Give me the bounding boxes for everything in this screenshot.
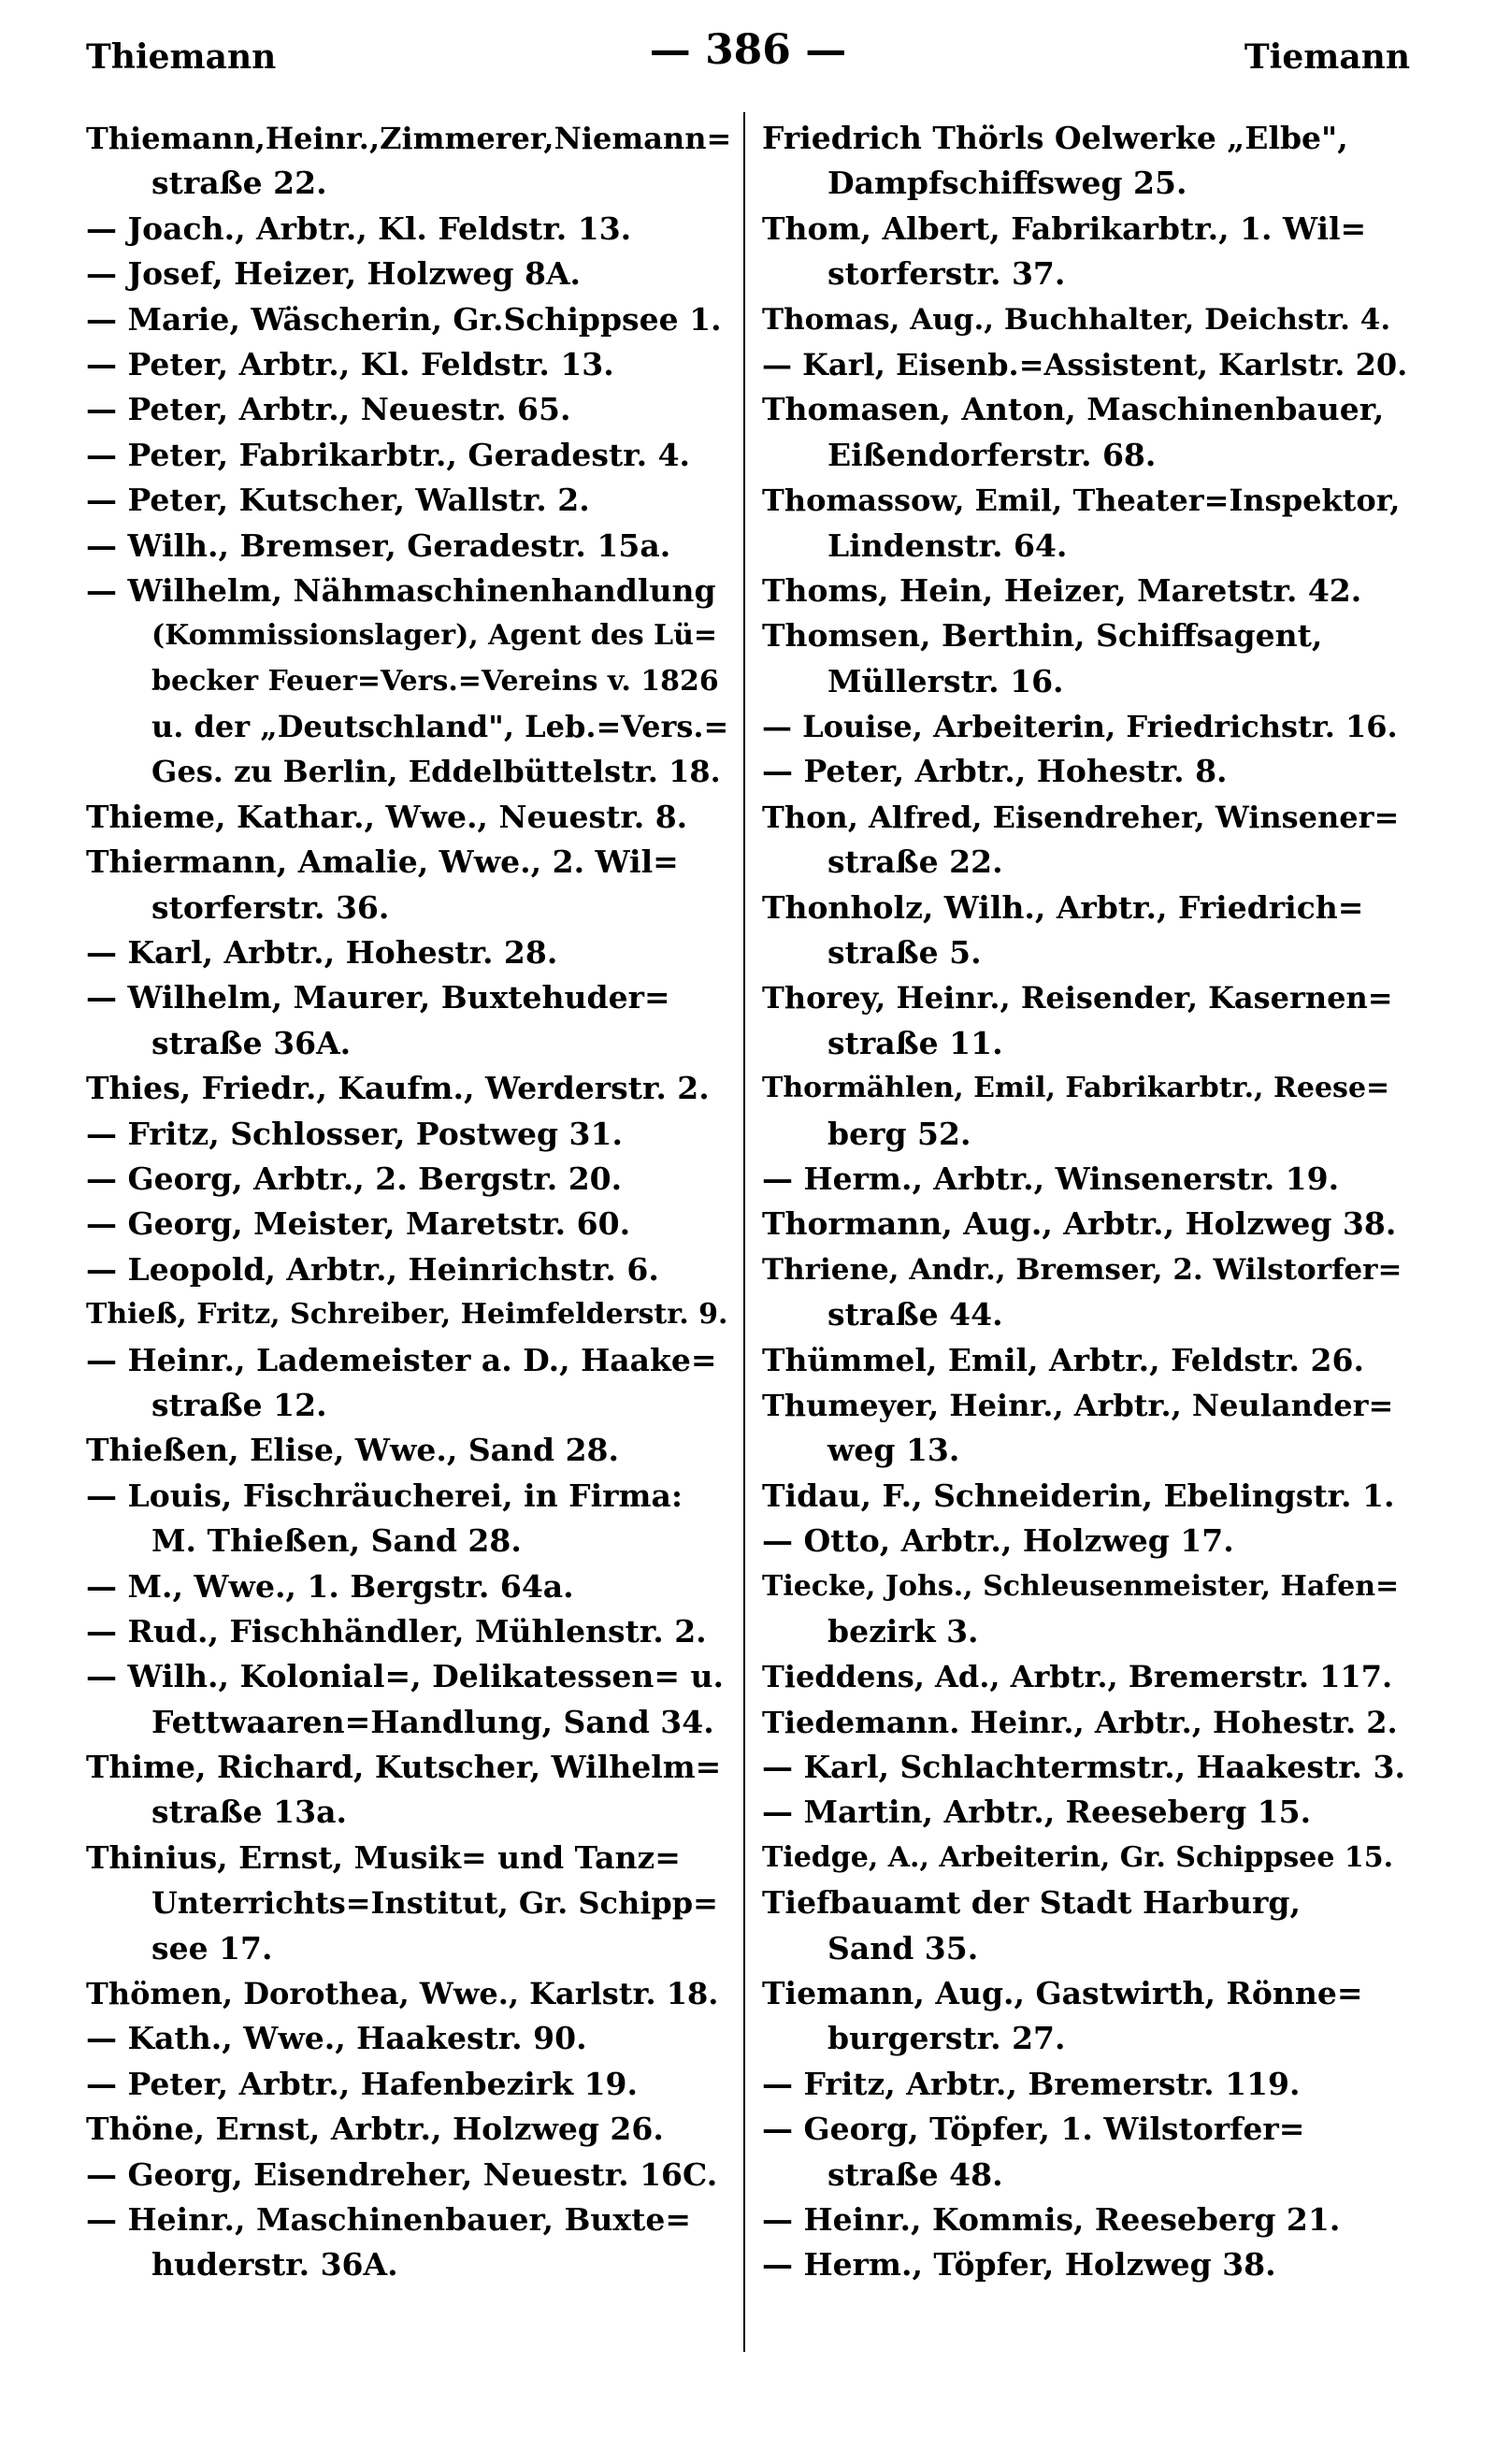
right-running-head: Tiemann [1244, 37, 1410, 77]
directory-entry-line: — Peter, Arbtr., Neuestr. 65. [86, 391, 571, 428]
entry-continuation-line: bezirk 3. [827, 1612, 979, 1650]
directory-entry-line: Thießen, Elise, Wwe., Sand 28. [86, 1432, 620, 1469]
entry-continuation-line: straße 48. [827, 2155, 1003, 2193]
directory-entry-line: Thon, Alfred, Eisendreher, Winsener= [762, 799, 1400, 835]
entry-continuation-line: straße 44. [827, 1296, 1003, 1333]
directory-entry-line: Tidau, F., Schneiderin, Ebelingstr. 1. [762, 1477, 1395, 1514]
entry-continuation-line: see 17. [151, 1929, 273, 1967]
entry-continuation-line: Ges. zu Berlin, Eddelbüttelstr. 18. [151, 754, 721, 790]
directory-entry-line: — Herm., Töpfer, Holzweg 38. [762, 2246, 1276, 2284]
entry-continuation-line: straße 22. [151, 165, 327, 202]
entry-continuation-line: straße 13a. [151, 1794, 347, 1831]
directory-entry-line: Thiemann,Heinr.,Zimmerer,Niemann= [86, 121, 731, 156]
directory-entry-line: — Karl, Arbtr., Hohestr. 28. [86, 934, 558, 972]
directory-entry-line: Thriene, Andr., Bremser, 2. Wilstorfer= [762, 1252, 1402, 1287]
entry-continuation-line: straße 5. [827, 934, 982, 972]
directory-entry-line: — Peter, Fabrikarbtr., Geradestr. 4. [86, 436, 691, 473]
directory-entry-line: — Martin, Arbtr., Reeseberg 15. [762, 1794, 1312, 1831]
directory-entry-line: — Fritz, Schlosser, Postweg 31. [86, 1115, 623, 1152]
directory-entry-line: — Peter, Arbtr., Hohestr. 8. [762, 753, 1228, 790]
entry-continuation-line: straße 22. [827, 843, 1003, 881]
directory-entry-line: Tiedemann. Heinr., Arbtr., Hohestr. 2. [762, 1704, 1398, 1740]
entry-continuation-line: Müllerstr. 16. [827, 662, 1064, 699]
directory-entry-line: — Heinr., Maschinenbauer, Buxte= [86, 2200, 691, 2238]
directory-entry-line: Thumeyer, Heinr., Arbtr., Neulander= [762, 1387, 1394, 1423]
directory-entry-line: Thümmel, Emil, Arbtr., Feldstr. 26. [762, 1341, 1364, 1378]
entry-continuation-line: (Kommissionslager), Agent des Lü= [151, 619, 718, 653]
page-header [86, 26, 1410, 82]
directory-entry-line: Tiefbauamt der Stadt Harburg, [762, 1884, 1301, 1922]
directory-entry-line: — Otto, Arbtr., Holzweg 17. [762, 1522, 1234, 1560]
directory-entry-line: — Wilh., Bremser, Geradestr. 15a. [86, 526, 671, 564]
directory-entry-line: Thomassow, Emil, Theater=Inspektor, [762, 483, 1401, 519]
directory-entry-line: — Peter, Arbtr., Kl. Feldstr. 13. [86, 345, 614, 382]
entry-continuation-line: straße 11. [827, 1024, 1003, 1061]
entry-continuation-line: Sand 35. [827, 1929, 979, 1967]
entry-continuation-line: Eißendorferstr. 68. [827, 436, 1157, 473]
directory-entry-line: — Josef, Heizer, Holzweg 8A. [86, 255, 582, 293]
directory-entry-line: — Georg, Eisendreher, Neuestr. 16C. [86, 2155, 718, 2193]
directory-entry-line: Thomsen, Berthin, Schiffsagent, [762, 617, 1323, 655]
directory-entry-line: — Peter, Arbtr., Hafenbezirk 19. [86, 2065, 638, 2102]
left-column [86, 116, 731, 2288]
directory-entry-line: Thöne, Ernst, Arbtr., Holzweg 26. [86, 2111, 664, 2148]
entry-continuation-line: Fettwaaren=Handlung, Sand 34. [151, 1703, 714, 1740]
directory-entry-line: Thinius, Ernst, Musik= und Tanz= [86, 1838, 681, 1876]
entry-continuation-line: Dampfschiffsweg 25. [827, 165, 1187, 202]
directory-entry-line: — Louise, Arbeiterin, Friedrichstr. 16. [762, 709, 1398, 745]
entry-continuation-line: straße 12. [151, 1386, 327, 1423]
directory-entry-line: — Leopold, Arbtr., Heinrichstr. 6. [86, 1250, 659, 1288]
directory-entry-line: — Wilhelm, Maurer, Buxtehuder= [86, 979, 670, 1016]
directory-entry-line: Thiermann, Amalie, Wwe., 2. Wil= [86, 843, 679, 881]
directory-entry-line: — Joach., Arbtr., Kl. Feldstr. 13. [86, 209, 632, 247]
directory-entry-line: — Kath., Wwe., Haakestr. 90. [86, 2020, 587, 2057]
entry-continuation-line: becker Feuer=Vers.=Vereins v. 1826 [151, 664, 719, 698]
directory-entry-line: Thieß, Fritz, Schreiber, Heimfelderstr. 9. [86, 1298, 728, 1332]
directory-entry-line: Thime, Richard, Kutscher, Wilhelm= [86, 1749, 722, 1786]
directory-entry-line: — Heinr., Kommis, Reeseberg 21. [762, 2200, 1341, 2238]
directory-entry-line: Friedrich Thörls Oelwerke „Elbe", [762, 120, 1348, 156]
right-column [762, 116, 1409, 2288]
directory-entry-line: Tieddens, Ad., Arbtr., Bremerstr. 117. [762, 1659, 1393, 1695]
directory-entry-line: — Georg, Arbtr., 2. Bergstr. 20. [86, 1160, 623, 1197]
directory-entry-line: Thonholz, Wilh., Arbtr., Friedrich= [762, 888, 1364, 926]
directory-entry-line: Thormählen, Emil, Fabrikarbtr., Reese= [762, 1072, 1390, 1105]
directory-entry-line: — Fritz, Arbtr., Bremerstr. 119. [762, 2065, 1301, 2102]
directory-entry-line: Thom, Albert, Fabrikarbtr., 1. Wil= [762, 209, 1367, 247]
entry-continuation-line: straße 36A. [151, 1024, 352, 1061]
entry-continuation-line: M. Thießen, Sand 28. [151, 1522, 522, 1560]
directory-entry-line: Thies, Friedr., Kaufm., Werderstr. 2. [86, 1070, 710, 1107]
entry-continuation-line: huderstr. 36A. [151, 2246, 398, 2284]
directory-entry-line: — Louis, Fischräucherei, in Firma: [86, 1477, 683, 1514]
directory-entry-line: Thorey, Heinr., Reisender, Kasernen= [762, 980, 1393, 1016]
directory-entry-line: — Herm., Arbtr., Winsenerstr. 19. [762, 1160, 1340, 1197]
directory-entry-line: — Wilhelm, Nähmaschinenhandlung [86, 571, 716, 609]
column-divider [743, 112, 745, 2352]
directory-entry-line: — Rud., Fischhändler, Mühlenstr. 2. [86, 1612, 707, 1650]
entry-continuation-line: storferstr. 36. [151, 888, 390, 926]
page-number: — 386 — [649, 26, 847, 74]
directory-entry-line: Thömen, Dorothea, Wwe., Karlstr. 18. [86, 1976, 719, 2012]
directory-entry-line: Thoms, Hein, Heizer, Maretstr. 42. [762, 571, 1362, 609]
entry-continuation-line: weg 13. [827, 1432, 960, 1469]
directory-entry-line: Thormann, Aug., Arbtr., Holzweg 38. [762, 1205, 1397, 1243]
directory-entry-line: — Karl, Schlachtermstr., Haakestr. 3. [762, 1749, 1405, 1786]
directory-entry-line: — Georg, Töpfer, 1. Wilstorfer= [762, 2111, 1305, 2148]
directory-entry-line: — M., Wwe., 1. Bergstr. 64a. [86, 1567, 574, 1605]
entry-continuation-line: berg 52. [827, 1115, 971, 1152]
directory-entry-line: — Wilh., Kolonial=, Delikatessen= u. [86, 1658, 725, 1695]
entry-continuation-line: Lindenstr. 64. [827, 526, 1068, 564]
directory-entry-line: Thieme, Kathar., Wwe., Neuestr. 8. [86, 798, 688, 835]
directory-entry-line: — Peter, Kutscher, Wallstr. 2. [86, 482, 590, 519]
directory-entry-line: Tiecke, Johs., Schleusenmeister, Hafen= [762, 1569, 1400, 1603]
directory-entry-line: — Heinr., Lademeister a. D., Haake= [86, 1341, 717, 1378]
left-running-head: Thiemann [86, 37, 277, 77]
entry-continuation-line: u. der „Deutschland", Leb.=Vers.= [151, 709, 729, 745]
directory-entry-line: Thomasen, Anton, Maschinenbauer, [762, 391, 1385, 428]
directory-entry-line: Thomas, Aug., Buchhalter, Deichstr. 4. [762, 302, 1391, 337]
directory-entry-line: — Karl, Eisenb.=Assistent, Karlstr. 20. [762, 346, 1408, 382]
directory-entry-line: Tiemann, Aug., Gastwirth, Rönne= [762, 1975, 1363, 2012]
entry-continuation-line: Unterrichts=Institut, Gr. Schipp= [151, 1885, 718, 1922]
entry-continuation-line: storferstr. 37. [827, 255, 1066, 293]
entry-continuation-line: burgerstr. 27. [827, 2020, 1066, 2057]
directory-entry-line: — Marie, Wäscherin, Gr.Schippsee 1. [86, 300, 722, 338]
directory-entry-line: Tiedge, A., Arbeiterin, Gr. Schippsee 15. [762, 1840, 1394, 1874]
directory-entry-line: — Georg, Meister, Maretstr. 60. [86, 1205, 631, 1243]
